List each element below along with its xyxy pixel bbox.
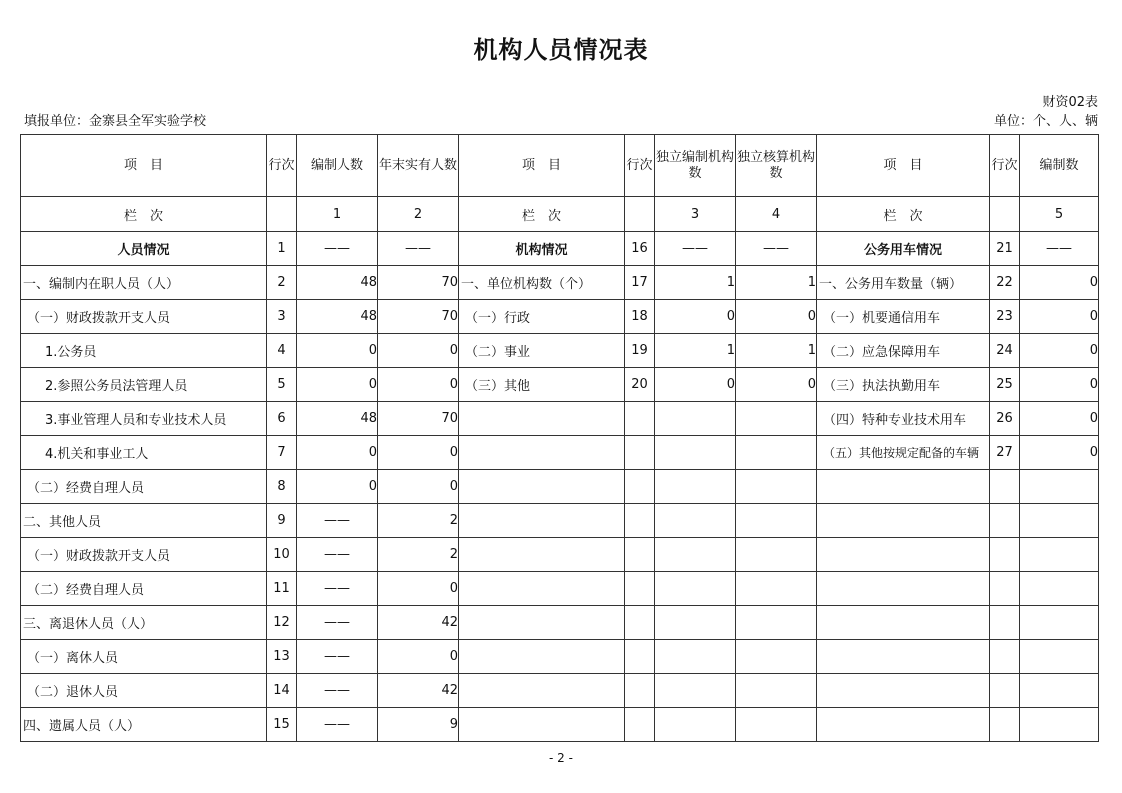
empty-cell	[990, 674, 1020, 708]
cell-value: 2	[378, 504, 459, 538]
row-number: 2	[267, 266, 297, 300]
empty-cell	[817, 470, 990, 504]
row-number: 18	[625, 300, 655, 334]
row-number: 9	[267, 504, 297, 538]
empty-cell	[1020, 640, 1099, 674]
table-row	[21, 708, 1099, 742]
row-label: 三、离退休人员（人）	[21, 606, 267, 640]
colnum-4: 4	[736, 197, 817, 232]
cell-value: 42	[378, 606, 459, 640]
cell-value: 0	[297, 436, 378, 470]
empty-cell	[990, 538, 1020, 572]
form-number: 财资02表	[1042, 95, 1098, 110]
row-number: 21	[990, 232, 1020, 266]
cell-value: 2	[378, 538, 459, 572]
row-number: 14	[267, 674, 297, 708]
empty-cell	[736, 402, 817, 436]
row-number: 20	[625, 368, 655, 402]
cell-value: 0	[1020, 402, 1099, 436]
cell-value: 1	[655, 266, 736, 300]
header-item: 项 目	[21, 135, 267, 197]
empty-cell	[459, 538, 625, 572]
empty-cell	[625, 538, 655, 572]
column-number-row	[21, 197, 1099, 232]
empty-cell	[736, 640, 817, 674]
section-staff: 人员情况	[21, 232, 267, 266]
cell-value: 1	[736, 334, 817, 368]
empty-cell	[1020, 708, 1099, 742]
cell-dash: ——	[1020, 232, 1099, 266]
section-vehicle: 公务用车情况	[817, 232, 990, 266]
row-label: （一）财政拨款开支人员	[21, 538, 267, 572]
header-item3: 项 目	[817, 135, 990, 197]
row-number: 27	[990, 436, 1020, 470]
row-label: （一）机要通信用车	[817, 300, 990, 334]
empty-cell	[459, 504, 625, 538]
cell-value: 0	[1020, 436, 1099, 470]
empty-cell	[625, 606, 655, 640]
empty-cell	[990, 708, 1020, 742]
cell-value: 1	[655, 334, 736, 368]
row-label: （二）退休人员	[21, 674, 267, 708]
empty-cell	[990, 640, 1020, 674]
empty-cell	[655, 436, 736, 470]
empty-cell	[459, 674, 625, 708]
cell-value: 0	[378, 368, 459, 402]
cell-value: 0	[655, 300, 736, 334]
cell-dash: ——	[297, 504, 378, 538]
empty-cell	[655, 572, 736, 606]
row-number: 11	[267, 572, 297, 606]
table-row	[21, 436, 1099, 470]
empty-cell	[1020, 538, 1099, 572]
empty-cell	[625, 470, 655, 504]
row-label: 一、编制内在职人员（人）	[21, 266, 267, 300]
header-row	[21, 135, 1099, 197]
cell-value: 70	[378, 402, 459, 436]
row-label: （一）行政	[459, 300, 625, 334]
empty-cell	[736, 708, 817, 742]
row-label: 一、单位机构数（个）	[459, 266, 625, 300]
cell-value: 0	[736, 368, 817, 402]
table-row	[21, 334, 1099, 368]
cell-dash: ——	[297, 606, 378, 640]
cell-dash: ——	[297, 708, 378, 742]
empty-cell	[655, 606, 736, 640]
empty-cell	[1020, 504, 1099, 538]
page-number: - 2 -	[549, 751, 573, 765]
header-ind-bz: 独立编制机构数	[655, 135, 736, 197]
cell-dash: ——	[297, 572, 378, 606]
cell-value: 0	[378, 470, 459, 504]
empty-cell	[625, 572, 655, 606]
cell-value: 48	[297, 300, 378, 334]
row-number: 19	[625, 334, 655, 368]
header-ind-hs: 独立核算机构数	[736, 135, 817, 197]
cell-value: 0	[1020, 368, 1099, 402]
cell-value: 48	[297, 402, 378, 436]
empty-cell	[990, 572, 1020, 606]
row-number: 25	[990, 368, 1020, 402]
row-label: （二）经费自理人员	[21, 470, 267, 504]
table-row	[21, 368, 1099, 402]
row-number: 7	[267, 436, 297, 470]
page-title: 机构人员情况表	[473, 36, 649, 64]
empty-cell	[625, 708, 655, 742]
empty-cell	[459, 708, 625, 742]
empty-cell	[817, 640, 990, 674]
empty-cell	[736, 606, 817, 640]
empty-cell	[1020, 572, 1099, 606]
header-row-no: 行次	[267, 135, 297, 197]
colnum-empty	[267, 197, 297, 232]
table-row	[21, 640, 1099, 674]
cell-value: 0	[297, 334, 378, 368]
row-number: 16	[625, 232, 655, 266]
table-row	[21, 402, 1099, 436]
colnum-label: 栏 次	[459, 197, 625, 232]
row-label: 1.公务员	[21, 334, 267, 368]
reporting-unit: 填报单位：金寨县全军实验学校	[24, 114, 207, 129]
colnum-label: 栏 次	[21, 197, 267, 232]
cell-value: 9	[378, 708, 459, 742]
empty-cell	[736, 572, 817, 606]
cell-value: 70	[378, 266, 459, 300]
row-label: 四、遗属人员（人）	[21, 708, 267, 742]
empty-cell	[1020, 674, 1099, 708]
table-row	[21, 504, 1099, 538]
cell-value: 0	[297, 470, 378, 504]
empty-cell	[736, 436, 817, 470]
cell-dash: ——	[297, 232, 378, 266]
empty-cell	[625, 640, 655, 674]
cell-value: 0	[655, 368, 736, 402]
cell-value: 0	[297, 368, 378, 402]
cell-dash: ——	[297, 640, 378, 674]
cell-value: 0	[378, 436, 459, 470]
empty-cell	[459, 402, 625, 436]
table-row	[21, 300, 1099, 334]
empty-cell	[1020, 470, 1099, 504]
cell-value: 0	[378, 640, 459, 674]
row-number: 5	[267, 368, 297, 402]
cell-value: 0	[1020, 334, 1099, 368]
empty-cell	[736, 504, 817, 538]
cell-value: 1	[736, 266, 817, 300]
staff-table	[20, 134, 1099, 742]
header-year-end: 年末实有人数	[378, 135, 459, 197]
row-label: （二）应急保障用车	[817, 334, 990, 368]
table-row	[21, 674, 1099, 708]
empty-cell	[655, 538, 736, 572]
empty-cell	[625, 674, 655, 708]
row-label: 二、其他人员	[21, 504, 267, 538]
empty-cell	[817, 538, 990, 572]
colnum-3: 3	[655, 197, 736, 232]
table-row	[21, 572, 1099, 606]
table-row	[21, 232, 1099, 266]
empty-cell	[459, 606, 625, 640]
empty-cell	[459, 572, 625, 606]
empty-cell	[990, 606, 1020, 640]
empty-cell	[817, 708, 990, 742]
colnum-label: 栏 次	[817, 197, 990, 232]
empty-cell	[655, 640, 736, 674]
empty-cell	[655, 674, 736, 708]
cell-value: 0	[378, 334, 459, 368]
row-number: 12	[267, 606, 297, 640]
row-label: （二）经费自理人员	[21, 572, 267, 606]
row-number: 13	[267, 640, 297, 674]
row-label: （一）离休人员	[21, 640, 267, 674]
cell-dash: ——	[378, 232, 459, 266]
row-number: 10	[267, 538, 297, 572]
row-number: 1	[267, 232, 297, 266]
table-row	[21, 538, 1099, 572]
empty-cell	[736, 470, 817, 504]
measure-unit: 单位：个、人、辆	[993, 114, 1098, 129]
row-label: （三）执法执勤用车	[817, 368, 990, 402]
cell-value: 42	[378, 674, 459, 708]
row-label: （二）事业	[459, 334, 625, 368]
row-label: （三）其他	[459, 368, 625, 402]
empty-cell	[990, 470, 1020, 504]
cell-value: 0	[736, 300, 817, 334]
row-number: 4	[267, 334, 297, 368]
table-row	[21, 266, 1099, 300]
section-org: 机构情况	[459, 232, 625, 266]
row-label: 4.机关和事业工人	[21, 436, 267, 470]
cell-value: 0	[378, 572, 459, 606]
colnum-5: 5	[1020, 197, 1099, 232]
empty-cell	[817, 606, 990, 640]
empty-cell	[625, 402, 655, 436]
cell-dash: ——	[297, 538, 378, 572]
row-label: （四）特种专业技术用车	[817, 402, 990, 436]
cell-dash: ——	[736, 232, 817, 266]
empty-cell	[817, 572, 990, 606]
empty-cell	[459, 640, 625, 674]
row-label: （一）财政拨款开支人员	[21, 300, 267, 334]
empty-cell	[655, 470, 736, 504]
row-number: 15	[267, 708, 297, 742]
row-label: 一、公务用车数量（辆）	[817, 266, 990, 300]
row-number: 6	[267, 402, 297, 436]
table-row	[21, 470, 1099, 504]
cell-value: 48	[297, 266, 378, 300]
colnum-1: 1	[297, 197, 378, 232]
row-number: 26	[990, 402, 1020, 436]
row-number: 24	[990, 334, 1020, 368]
row-label: （五）其他按规定配备的车辆	[817, 436, 990, 470]
colnum-empty	[625, 197, 655, 232]
cell-dash: ——	[655, 232, 736, 266]
empty-cell	[655, 708, 736, 742]
row-number: 23	[990, 300, 1020, 334]
empty-cell	[736, 538, 817, 572]
cell-value: 0	[1020, 300, 1099, 334]
empty-cell	[459, 470, 625, 504]
empty-cell	[817, 504, 990, 538]
empty-cell	[736, 674, 817, 708]
empty-cell	[655, 504, 736, 538]
empty-cell	[655, 402, 736, 436]
row-number: 8	[267, 470, 297, 504]
header-item2: 项 目	[459, 135, 625, 197]
empty-cell	[625, 436, 655, 470]
empty-cell	[459, 436, 625, 470]
colnum-2: 2	[378, 197, 459, 232]
row-number: 17	[625, 266, 655, 300]
cell-value: 70	[378, 300, 459, 334]
row-label: 2.参照公务员法管理人员	[21, 368, 267, 402]
empty-cell	[817, 674, 990, 708]
empty-cell	[990, 504, 1020, 538]
header-bz-num: 编制数	[1020, 135, 1099, 197]
row-label: 3.事业管理人员和专业技术人员	[21, 402, 267, 436]
header-row-no2: 行次	[625, 135, 655, 197]
colnum-empty	[990, 197, 1020, 232]
row-number: 22	[990, 266, 1020, 300]
header-bz-count: 编制人数	[297, 135, 378, 197]
empty-cell	[625, 504, 655, 538]
table-row	[21, 606, 1099, 640]
cell-dash: ——	[297, 674, 378, 708]
cell-value: 0	[1020, 266, 1099, 300]
empty-cell	[1020, 606, 1099, 640]
row-number: 3	[267, 300, 297, 334]
header-row-no3: 行次	[990, 135, 1020, 197]
